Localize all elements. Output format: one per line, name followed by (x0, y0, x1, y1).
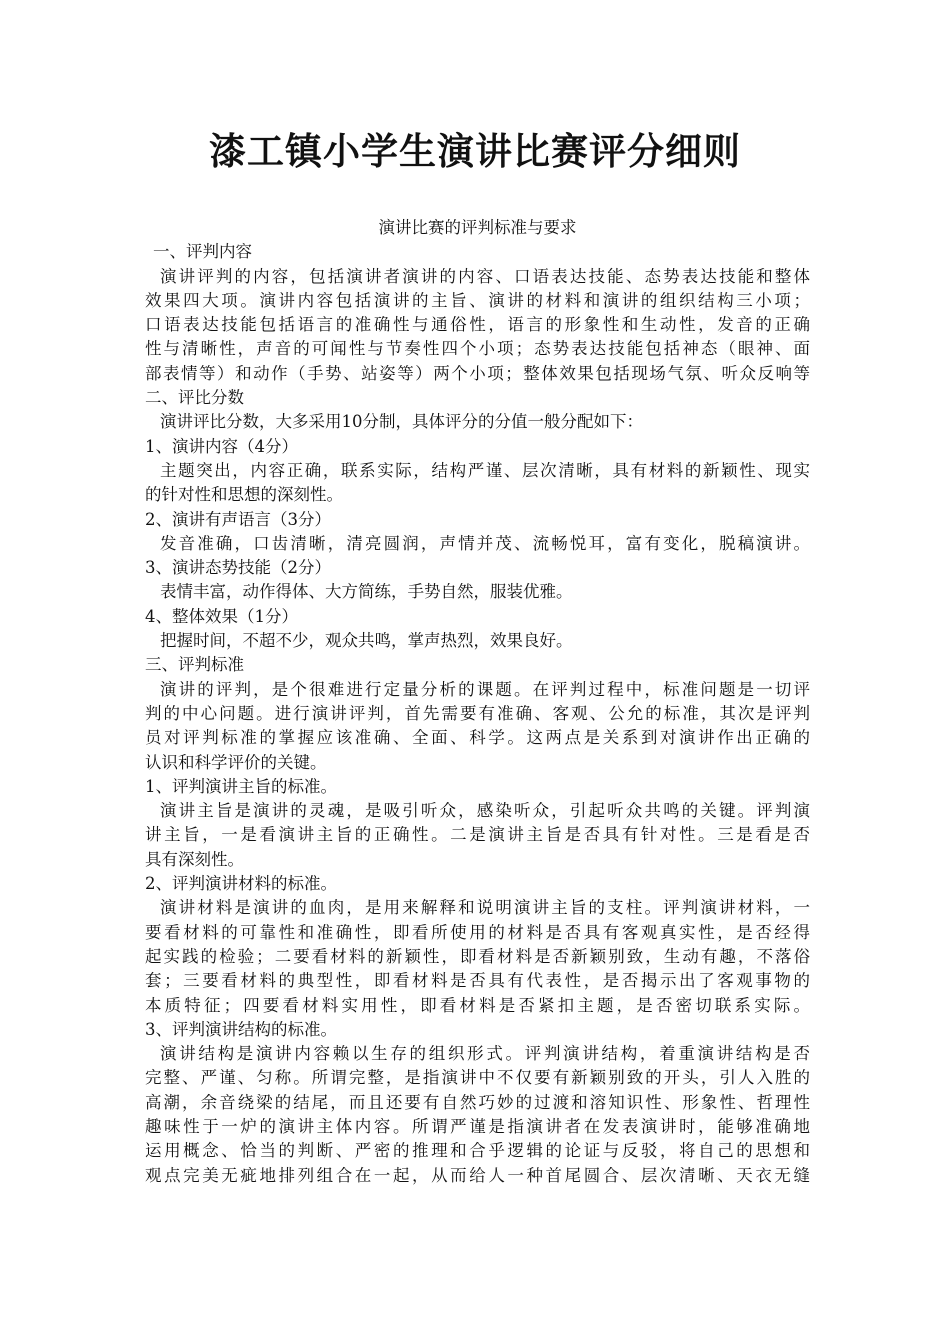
document-title: 漆工镇小学生演讲比赛评分细则 (209, 129, 741, 173)
text-line: 1、演讲内容（4分） (145, 436, 298, 456)
text-line: 效果四大项。演讲内容包括演讲的主旨、演讲的材料和演讲的组织结构三小项； (145, 290, 810, 310)
text-line: 3、评判演讲结构的标准。 (145, 1019, 337, 1039)
text-line: 一、评判内容 (153, 242, 252, 262)
text-line: 员对评判标准的掌握应该准确、全面、科学。这两点是关系到对演讲作出正确的 (145, 728, 810, 748)
document-body (145, 216, 810, 1188)
document-subtitle: 演讲比赛的评判标准与要求 (378, 218, 577, 237)
text-line: 演讲结构是演讲内容赖以生存的组织形式。评判演讲结构，着重演讲结构是否 (160, 1044, 810, 1064)
text-line: 套；三要看材料的典型性，即看材料是否具有代表性，是否揭示出了客观事物的 (145, 971, 810, 991)
text-line: 二、评比分数 (145, 388, 244, 408)
text-line: 认识和科学评价的关键。 (145, 752, 327, 772)
text-line: 发音准确，口齿清晰，清亮圆润，声情并茂、流畅悦耳，富有变化，脱稿演讲。 (160, 533, 810, 553)
text-line: 2、演讲有声语言（3分） (145, 509, 331, 529)
text-line: 把握时间，不超不少，观众共鸣，掌声热烈，效果良好。 (160, 631, 573, 651)
text-line: 3、演讲态势技能（2分） (145, 558, 331, 578)
text-line: 演讲主旨是演讲的灵魂，是吸引听众，感染听众，引起听众共鸣的关键。评判演 (160, 801, 810, 821)
text-line: 主题突出，内容正确，联系实际，结构严谨、层次清晰，具有材料的新颖性、现实 (160, 460, 810, 480)
text-line: 运用概念、恰当的判断、严密的推理和合乎逻辑的论证与反驳，将自己的思想和 (145, 1141, 810, 1161)
text-line: 完整、严谨、匀称。所谓完整，是指演讲中不仅要有新颖别致的开头，引人入胜的 (145, 1068, 810, 1088)
text-line: 1、评判演讲主旨的标准。 (145, 776, 337, 796)
text-line: 三、评判标准 (145, 655, 244, 675)
text-line: 的针对性和思想的深刻性。 (145, 485, 343, 505)
text-line: 要看材料的可靠性和准确性，即看所使用的材料是否具有客观真实性，是否经得 (145, 922, 810, 942)
text-line: 表情丰富，动作得体、大方简练，手势自然，服装优雅。 (160, 582, 573, 602)
text-line: 具有深刻性。 (145, 849, 244, 869)
text-line: 部表情等）和动作（手势、站姿等）两个小项；整体效果包括现场气氛、听众反响等 (145, 363, 810, 383)
text-line: 演讲评比分数，大多采用10分制，具体评分的分值一般分配如下： (160, 412, 643, 432)
text-line: 起实践的检验；二要看材料的新颖性，即看材料是否新颖别致，生动有趣，不落俗 (145, 946, 810, 966)
text-line: 口语表达技能包括语言的准确性与通俗性，语言的形象性和生动性，发音的正确 (145, 315, 810, 335)
text-line: 演讲的评判，是个很难进行定量分析的课题。在评判过程中，标准问题是一切评 (160, 679, 810, 699)
text-line: 演讲评判的内容，包括演讲者演讲的内容、口语表达技能、态势表达技能和整体 (160, 266, 810, 286)
text-line: 2、评判演讲材料的标准。 (145, 874, 337, 894)
text-line: 4、整体效果（1分） (145, 606, 298, 626)
text-line: 判的中心问题。进行演讲评判，首先需要有准确、客观、公允的标准，其次是评判 (145, 703, 810, 723)
text-line: 观点完美无疵地排列组合在一起，从而给人一种首尾圆合、层次清晰、天衣无缝 (145, 1165, 810, 1185)
text-line: 趣味性于一炉的演讲主体内容。所谓严谨是指演讲者在发表演讲时，能够准确地 (145, 1116, 810, 1136)
text-line: 演讲材料是演讲的血肉，是用来解释和说明演讲主旨的支柱。评判演讲材料，一 (160, 898, 810, 918)
text-line: 性与清晰性，声音的可闻性与节奏性四个小项；态势表达技能包括神态（眼神、面 (145, 339, 810, 359)
text-line: 本质特征；四要看材料实用性，即看材料是否紧扣主题，是否密切联系实际。 (145, 995, 810, 1015)
text-line: 高潮，余音绕梁的结尾，而且还要有自然巧妙的过渡和溶知识性、形象性、哲理性 (145, 1092, 810, 1112)
text-line: 讲主旨，一是看演讲主旨的正确性。二是演讲主旨是否具有针对性。三是看是否 (145, 825, 810, 845)
